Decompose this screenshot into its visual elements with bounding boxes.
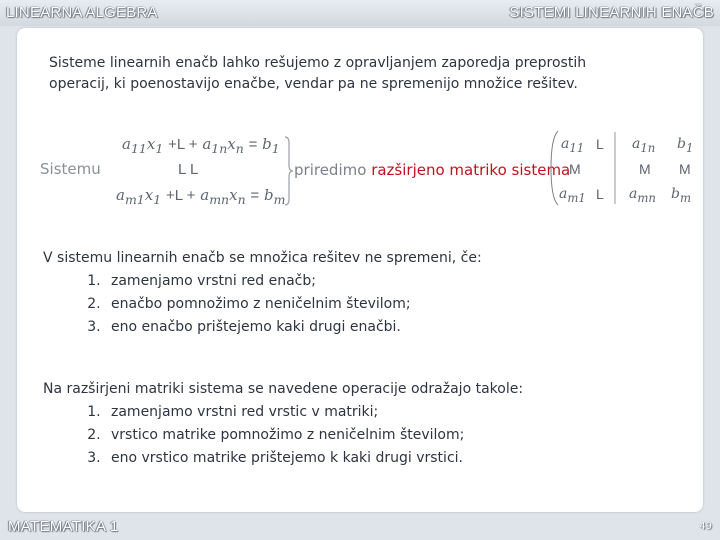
matrix-dots-row1: L xyxy=(596,136,604,152)
equation-row-2: L L xyxy=(178,161,199,178)
matrix-cell-b1: $b_1$ xyxy=(677,136,694,155)
equation-operations-title: V sistemu linearnih enačb se množica rešitev ne spremeni, če: xyxy=(43,250,482,266)
mapping-text xyxy=(294,161,570,179)
list-item: 2. enačbo pomnožimo z neničelnim številom; xyxy=(105,293,482,316)
footer-course-name: MATEMATIKA 1 xyxy=(8,518,119,535)
equation-row-1: $a_{11}x_1 +L + a_{1n}x_n = b_1$ xyxy=(122,135,280,156)
augmented-matrix-term: razširjeno matriko sistema xyxy=(371,161,571,179)
list-item: 3. eno vrstico matrike prištejemo k kaki drugi vrstici. xyxy=(105,447,523,470)
system-label: Sistemu xyxy=(40,160,101,178)
list-item: 1. zamenjamo vrstni red vrstic v matriki; xyxy=(105,401,523,424)
right-brace-icon xyxy=(284,135,294,207)
matrix-dots-row3: L xyxy=(596,186,604,202)
equation-operations-list xyxy=(43,270,482,339)
course-title: LINEARNA ALGEBRA xyxy=(6,4,158,21)
header-bar xyxy=(0,0,720,26)
matrix-cell-a11: $a_{11}$ xyxy=(561,136,585,155)
intro-paragraph: Sisteme linearnih enačb lahko rešujemo z opravljanjem zaporedja preprostih operacij, ki poenostavijo enačbe, vendar pa ne spremenijo množice rešitev. xyxy=(49,55,587,92)
matrix-operations-list xyxy=(43,401,523,470)
matrix-vdots-col1: M xyxy=(569,161,581,177)
equation-row-3: $a_{m1}x_1 +L + a_{mn}x_n = b_m$ xyxy=(116,186,286,207)
equation-operations-block xyxy=(43,247,482,339)
matrix-cell-bm: $b_m$ xyxy=(671,186,692,205)
list-item: 2. vrstico matrike pomnožimo z neničelnim številom; xyxy=(105,424,523,447)
matrix-vdots-col3: M xyxy=(639,161,651,177)
matrix-operations-title: Na razširjeni matriki sistema se navedene operacije odražajo takole: xyxy=(43,381,524,397)
page-number: 49 xyxy=(699,521,712,532)
list-item: 3. eno enačbo prištejemo kaki drugi enačbi. xyxy=(105,316,482,339)
matrix-vdots-col4: M xyxy=(679,161,691,177)
matrix-operations-block xyxy=(43,378,523,470)
matrix-cell-amn: $a_{mn}$ xyxy=(629,186,656,205)
list-item: 1. zamenjamo vrstni red enačb; xyxy=(105,270,482,293)
matrix-cell-am1: $a_{m1}$ xyxy=(559,186,586,205)
matrix-cell-a1n: $a_{1n}$ xyxy=(632,136,656,155)
connector-word: priredimo xyxy=(294,161,367,179)
slide-section-title: SISTEMI LINEARNIH ENAČB xyxy=(509,4,714,21)
augmented-matrix xyxy=(549,128,699,208)
